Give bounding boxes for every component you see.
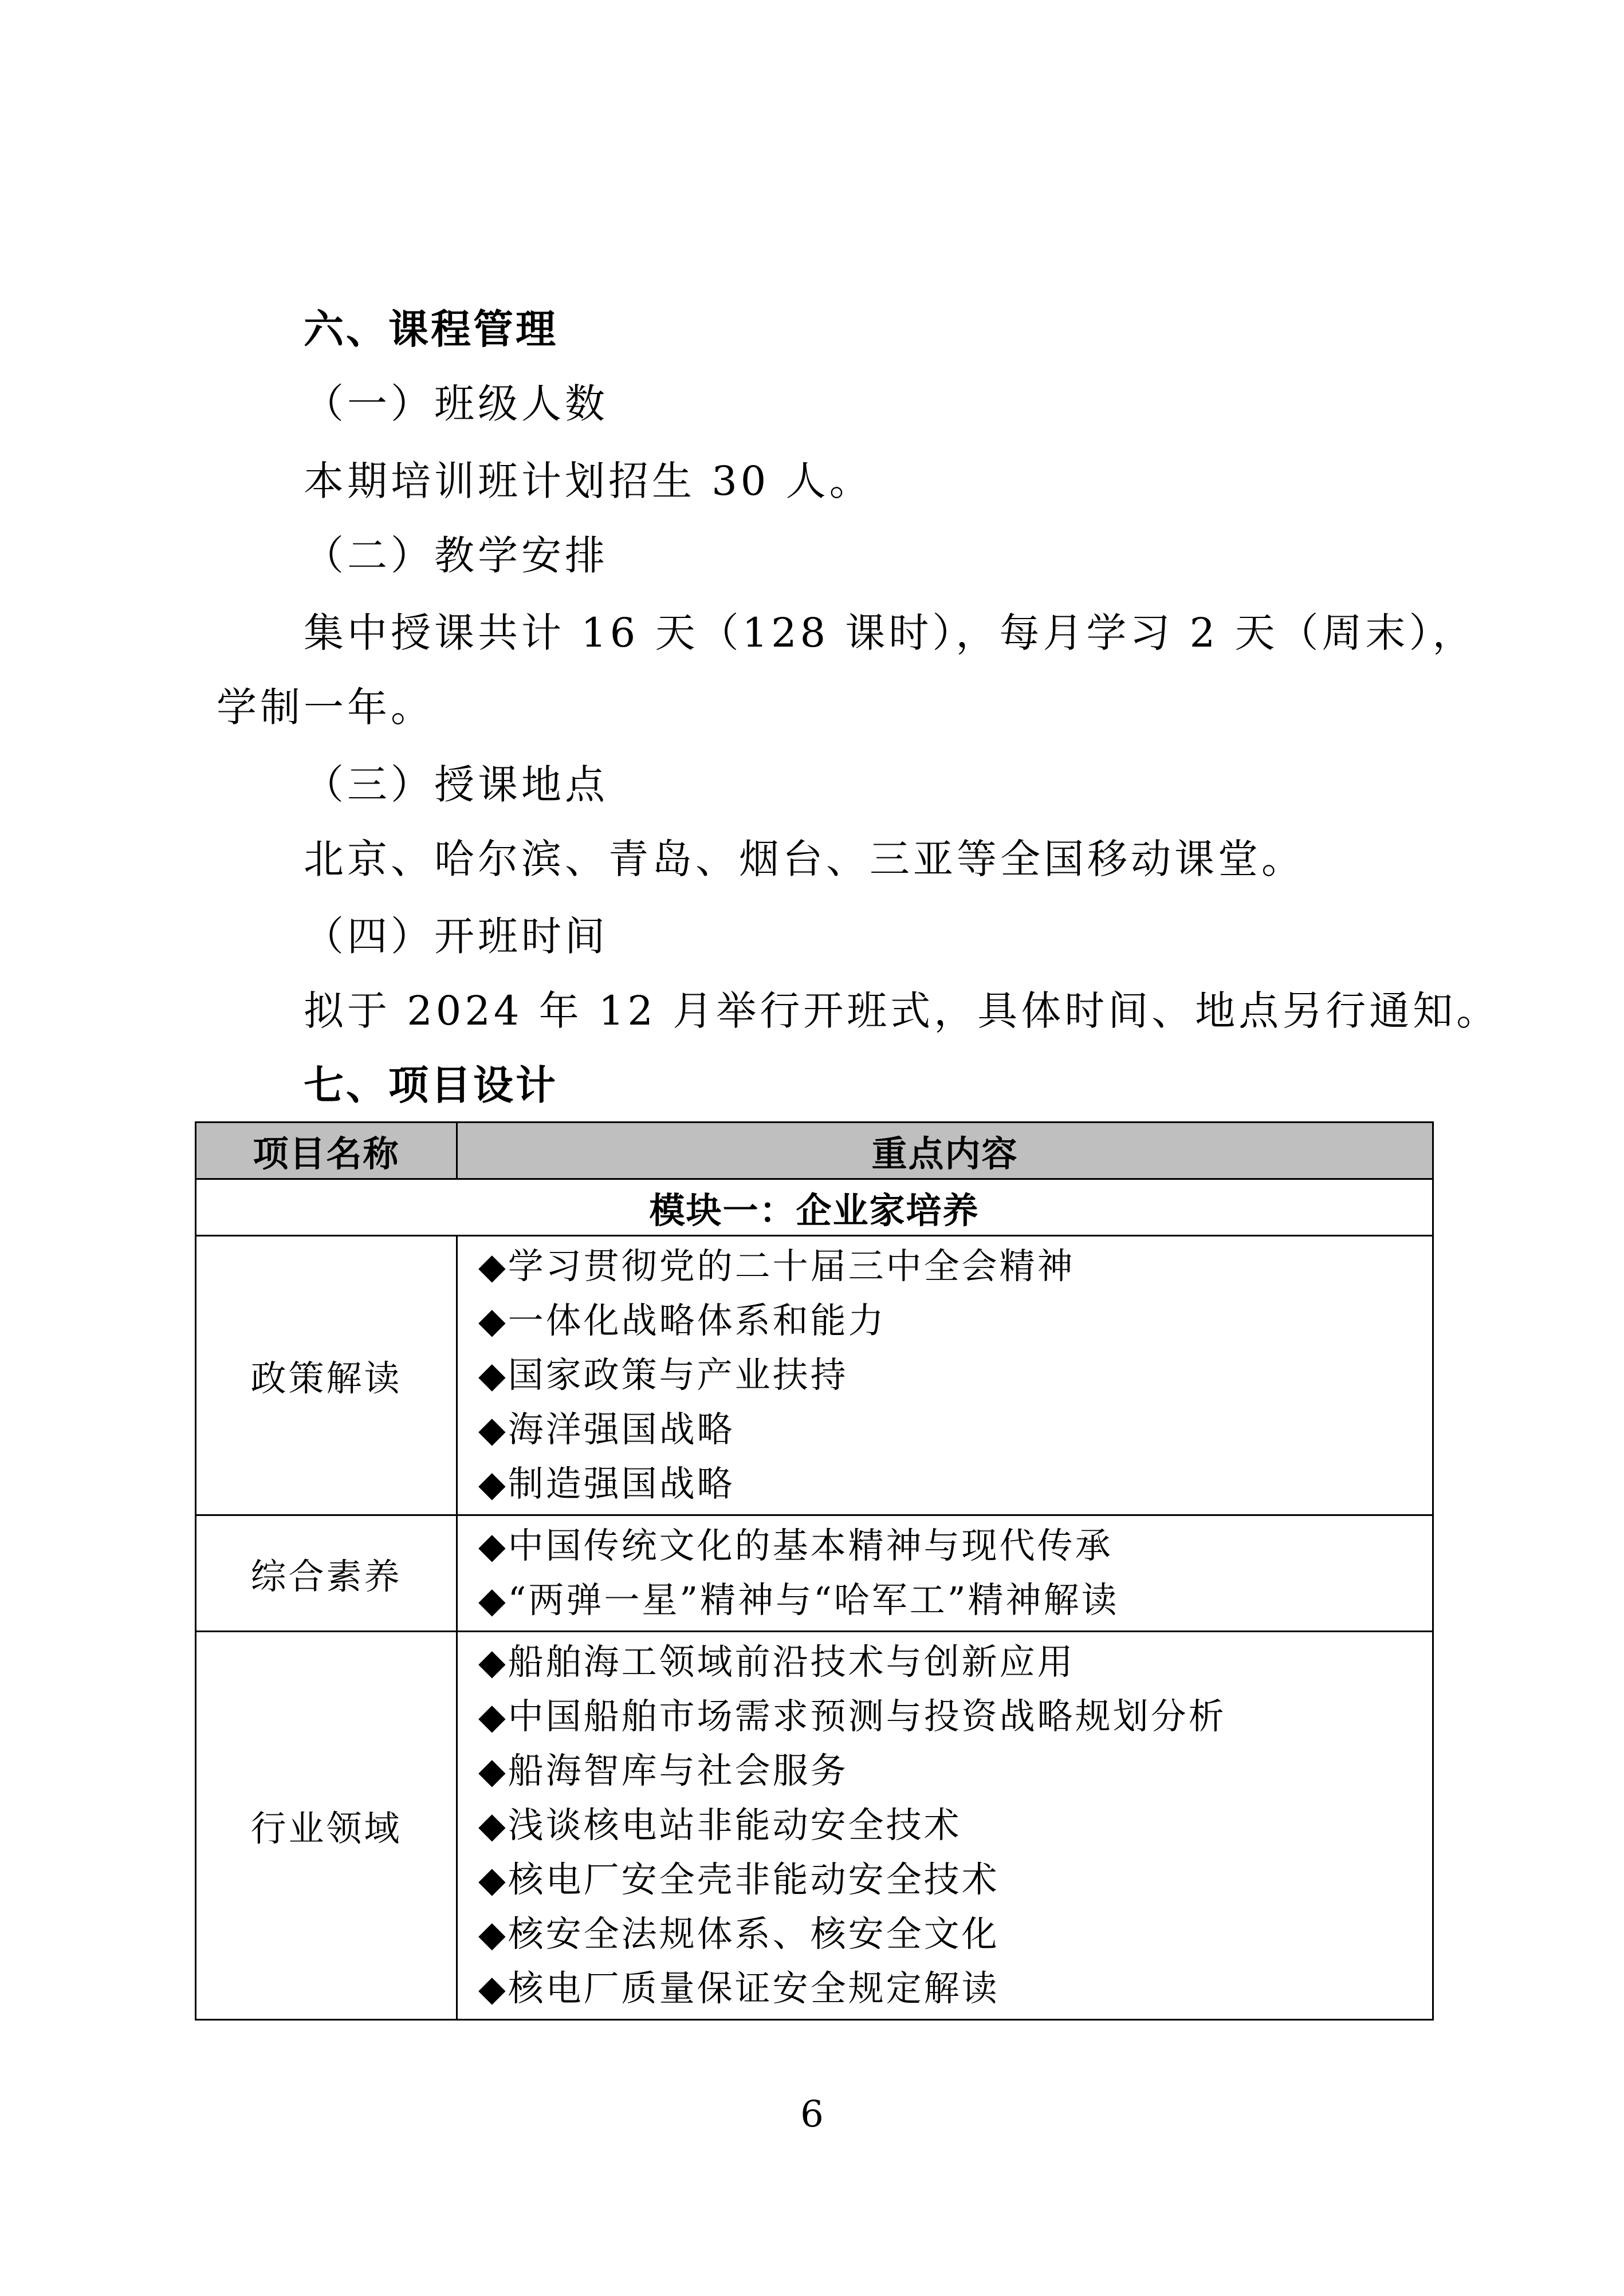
section-6-heading: 六、课程管理	[304, 306, 558, 353]
subsection-3-heading: （三）授课地点	[304, 761, 608, 808]
list-item: ◆“两弹一星”精神与“哈军工”精神解读	[478, 1579, 1119, 1621]
section-7-heading: 七、项目设计	[304, 1062, 558, 1109]
subsection-2-heading: （二）教学安排	[304, 532, 608, 579]
list-item: ◆制造强国战略	[478, 1463, 735, 1505]
project-design-table	[195, 1121, 1434, 2021]
list-item: ◆船海智库与社会服务	[478, 1750, 848, 1791]
list-item: ◆浅谈核电站非能动安全技术	[478, 1804, 962, 1846]
list-item: ◆中国传统文化的基本精神与现代传承	[478, 1525, 1113, 1566]
schedule-text-line-2: 学制一年。	[217, 684, 434, 731]
table-header-row	[196, 1123, 1433, 1179]
page-number: 6	[800, 2093, 824, 2136]
location-text: 北京、哈尔滨、青岛、烟台、三亚等全国移动课堂。	[304, 836, 1305, 883]
opening-time-text: 拟于 2024 年 12 月举行开班式，具体时间、地点另行通知。	[304, 987, 1500, 1034]
row-items	[457, 1236, 1433, 1515]
subsection-1-heading: （一）班级人数	[304, 380, 608, 427]
schedule-text-line-1: 集中授课共计 16 天（128 课时），每月学习 2 天（周末），	[304, 609, 1476, 656]
header-project-name: 项目名称	[196, 1123, 457, 1179]
module-row	[196, 1179, 1433, 1236]
row-items	[457, 1515, 1433, 1632]
enrollment-text: 本期培训班计划招生 30 人。	[304, 458, 873, 505]
row-name: 综合素养	[196, 1515, 457, 1632]
table-row	[196, 1515, 1433, 1632]
subsection-4-heading: （四）开班时间	[304, 913, 608, 960]
list-item: ◆国家政策与产业扶持	[478, 1354, 848, 1396]
row-name: 行业领域	[196, 1632, 457, 2020]
list-item: ◆船舶海工领域前沿技术与创新应用	[478, 1641, 1075, 1683]
table-row	[196, 1236, 1433, 1515]
table-row	[196, 1632, 1433, 2020]
row-items	[457, 1632, 1433, 2020]
list-item: ◆核电厂质量保证安全规定解读	[478, 1967, 1000, 2009]
list-item: ◆学习贯彻党的二十届三中全会精神	[478, 1245, 1075, 1287]
list-item: ◆核电厂安全壳非能动安全技术	[478, 1858, 1000, 1900]
list-item: ◆核安全法规体系、核安全文化	[478, 1913, 1000, 1955]
list-item: ◆中国船舶市场需求预测与投资战略规划分析	[478, 1695, 1226, 1737]
module-title: 模块一：企业家培养	[196, 1179, 1433, 1236]
list-item: ◆一体化战略体系和能力	[478, 1299, 886, 1341]
header-key-content: 重点内容	[457, 1123, 1433, 1179]
row-name: 政策解读	[196, 1236, 457, 1515]
list-item: ◆海洋强国战略	[478, 1408, 735, 1450]
